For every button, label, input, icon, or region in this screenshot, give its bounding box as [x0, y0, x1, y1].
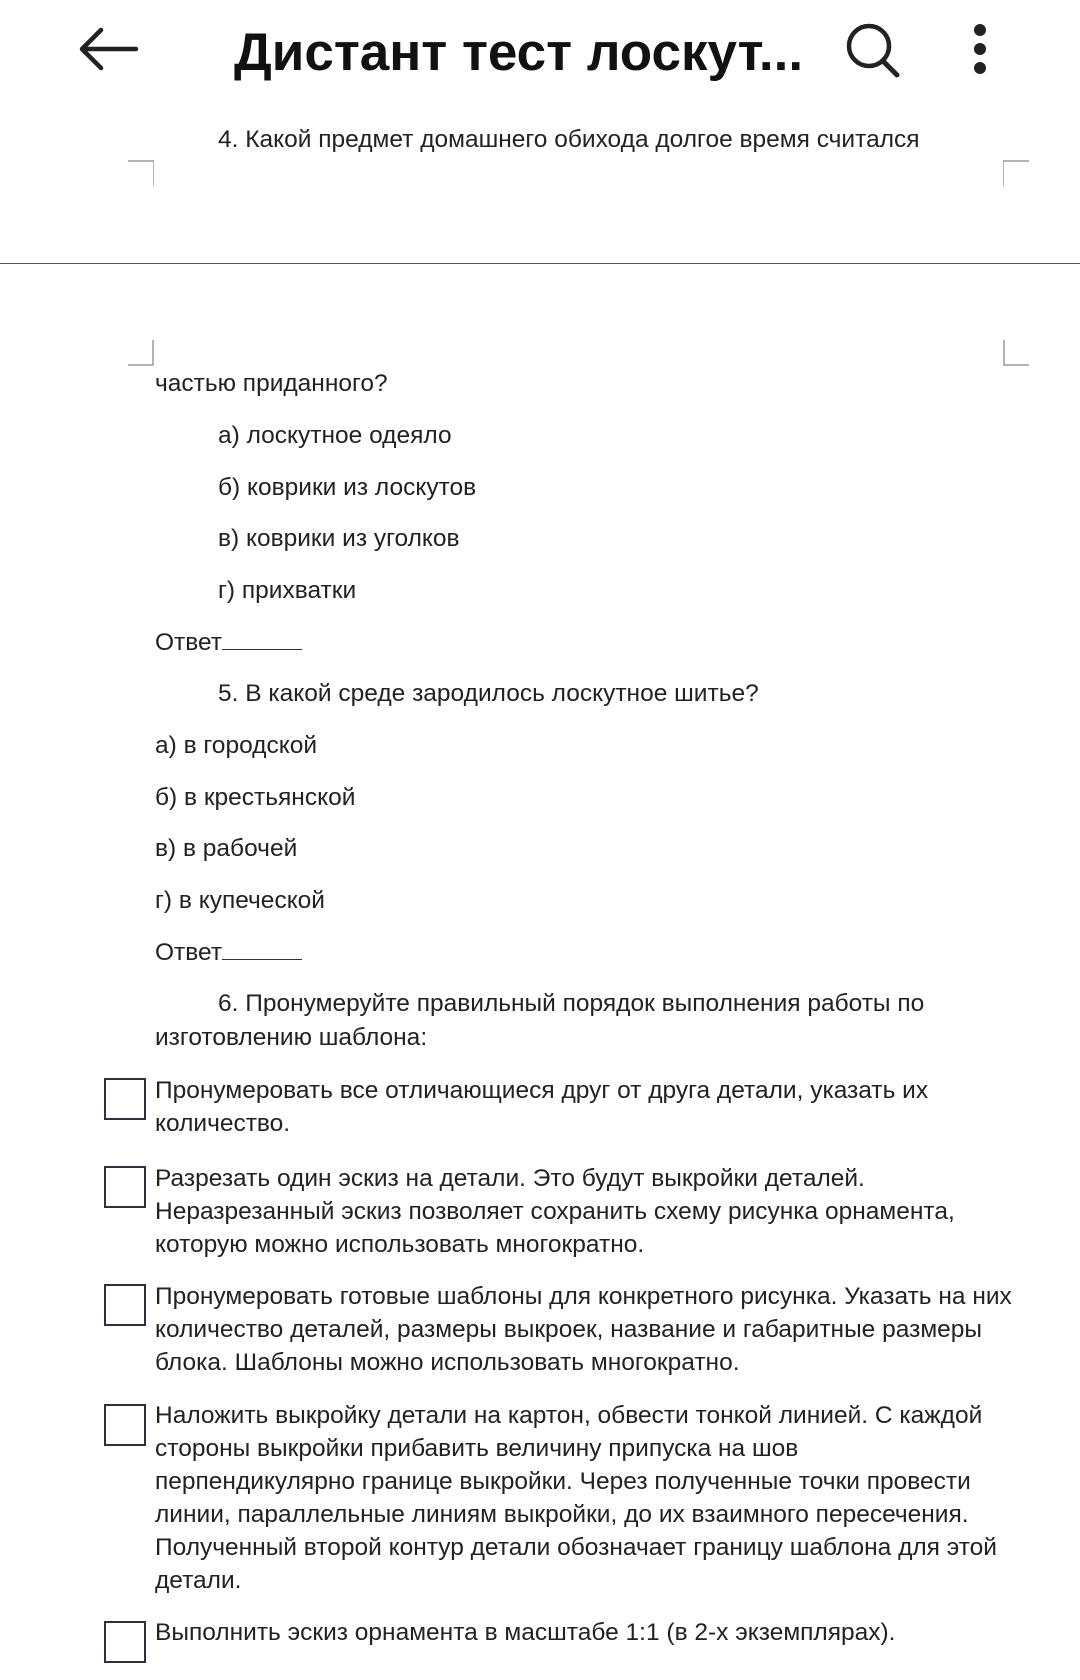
answer-blank: [222, 631, 302, 650]
search-button[interactable]: [842, 20, 904, 82]
arrow-left-icon: [74, 24, 144, 74]
step-checkbox[interactable]: [104, 1078, 146, 1120]
step-text: Пронумеровать готовые шаблоны для конкретного рисунка. Указать на них количество деталей, размеры выкроек, название и габаритные размеры блока. Шаблоны можно использовать многократно.: [155, 1283, 1012, 1376]
back-button[interactable]: [74, 24, 144, 74]
step-text: Разрезать один эскиз на детали. Это будут выкройки деталей. Неразрезанный эскиз позволяет сохранить схему рисунка орнамента, которую можно использовать многократно.: [155, 1165, 955, 1258]
page-corner-mark: [1003, 160, 1029, 186]
q5-option-c: в) в рабочей: [155, 835, 298, 862]
step-checkbox[interactable]: [104, 1166, 146, 1208]
document-title: Дистант тест лоскут...: [234, 23, 804, 82]
q5-option-b: б) в крестьянской: [155, 784, 356, 811]
q4-option-d: г) прихватки: [218, 577, 357, 604]
step-checkbox[interactable]: [104, 1621, 146, 1663]
page-separator: [0, 263, 1080, 264]
step-checkbox[interactable]: [104, 1404, 146, 1446]
q5-option-a: а) в городской: [155, 732, 318, 759]
q4-question-part1: 4. Какой предмет домашнего обихода долгое время считался: [218, 126, 920, 153]
q6-question-line2: изготовлению шаблона:: [155, 1024, 428, 1051]
search-icon: [842, 20, 904, 82]
more-options-button[interactable]: [960, 20, 1000, 84]
answer-label: Ответ: [155, 939, 223, 966]
step-checkbox[interactable]: [104, 1284, 146, 1326]
q4-question-part2: частью приданного?: [155, 370, 388, 397]
more-vertical-icon: [960, 20, 1000, 84]
step-text: Выполнить эскиз орнамента в масштабе 1:1 (в 2-х экземплярах).: [155, 1619, 896, 1646]
q5-question: 5. В какой среде зародилось лоскутное шитье?: [218, 680, 759, 707]
page-corner-mark: [128, 160, 154, 186]
page-corner-mark: [128, 340, 154, 366]
q4-option-a: а) лоскутное одеяло: [218, 422, 452, 449]
q6-question-line1: 6. Пронумеруйте правильный порядок выполнения работы по: [218, 990, 925, 1017]
answer-label: Ответ: [155, 629, 223, 656]
app-toolbar: [0, 0, 1080, 110]
answer-blank: [222, 941, 302, 960]
q4-answer: [155, 629, 302, 657]
step-text: Наложить выкройку детали на картон, обвести тонкой линией. С каждой стороны выкройки прибавить величину припуска на шов перпендикулярно границе выкройки. Через полученные точки провести линии, параллельные линиям выкройки, до их взаимного пересечения. Полученный второй контур детали обозначает границу шаблона для этой детали.: [155, 1402, 997, 1594]
q4-option-b: б) коврики из лоскутов: [218, 474, 477, 501]
q5-answer: [155, 939, 302, 967]
q5-option-d: г) в купеческой: [155, 887, 325, 914]
q4-option-c: в) коврики из уголков: [218, 525, 460, 552]
page-corner-mark: [1003, 340, 1029, 366]
step-text: Пронумеровать все отличающиеся друг от друга детали, указать их количество.: [155, 1077, 929, 1137]
